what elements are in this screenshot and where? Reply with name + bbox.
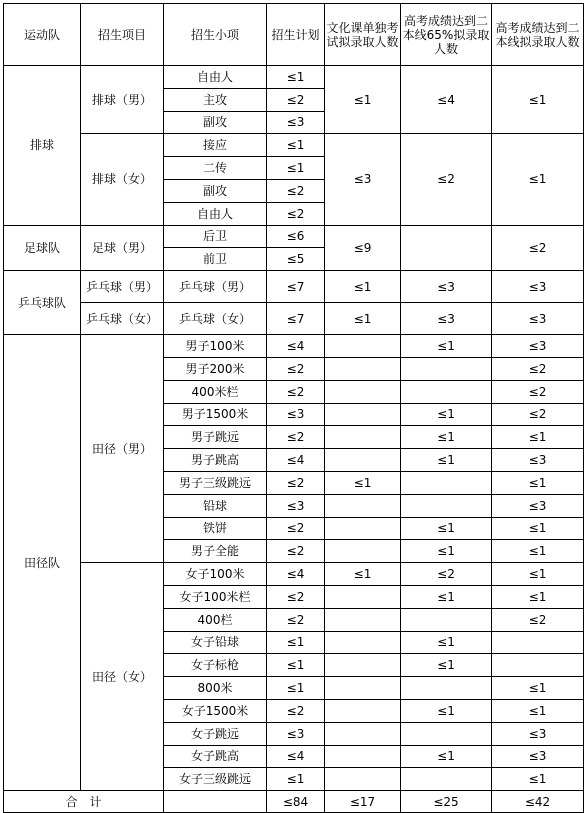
culture-cell: ≤1 [325,66,401,134]
culture-cell: ≤1 [325,563,401,586]
gaokao65-cell [401,471,492,494]
gaokao65-cell [401,380,492,403]
plan-cell: ≤4 [267,563,325,586]
gaokao-cell: ≤3 [492,271,584,303]
item-cell: 自由人 [164,66,267,89]
item-cell: 男子三级跳远 [164,471,267,494]
plan-cell: ≤2 [267,517,325,540]
gaokao-cell: ≤2 [492,357,584,380]
plan-cell: ≤4 [267,335,325,358]
plan-cell: ≤3 [267,494,325,517]
item-cell: 女子1500米 [164,699,267,722]
culture-cell [325,449,401,472]
gaokao65-cell: ≤4 [401,66,492,134]
team-cell: 足球队 [4,225,81,271]
plan-cell: ≤2 [267,357,325,380]
plan-cell: ≤7 [267,271,325,303]
header-project: 招生项目 [81,4,164,66]
team-cell: 田径队 [4,335,81,791]
item-cell: 接应 [164,134,267,157]
plan-cell: ≤2 [267,699,325,722]
total-empty-cell [164,791,267,813]
header-plan: 招生计划 [267,4,325,66]
gaokao65-cell: ≤1 [401,426,492,449]
gaokao-cell: ≤1 [492,426,584,449]
gaokao-cell: ≤3 [492,335,584,358]
gaokao-cell: ≤1 [492,563,584,586]
culture-cell [325,426,401,449]
item-cell: 二传 [164,157,267,180]
plan-cell: ≤2 [267,608,325,631]
gaokao-cell [492,631,584,654]
gaokao65-cell: ≤1 [401,517,492,540]
culture-cell: ≤9 [325,225,401,271]
plan-cell: ≤4 [267,745,325,768]
gaokao-cell: ≤1 [492,768,584,791]
gaokao65-cell: ≤3 [401,303,492,335]
gaokao-cell: ≤2 [492,403,584,426]
total-row [4,791,584,813]
header-row [4,4,584,66]
gaokao65-cell: ≤1 [401,540,492,563]
gaokao-cell: ≤1 [492,471,584,494]
gaokao-cell: ≤2 [492,380,584,403]
item-cell: 乒乓球（男） [164,271,267,303]
gaokao65-cell: ≤1 [401,699,492,722]
plan-cell: ≤3 [267,722,325,745]
item-cell: 女子标枪 [164,654,267,677]
table-row [4,66,584,89]
plan-cell: ≤2 [267,380,325,403]
item-cell: 主攻 [164,88,267,111]
gaokao65-cell: ≤1 [401,449,492,472]
item-cell: 400米栏 [164,380,267,403]
plan-cell: ≤1 [267,66,325,89]
admission-plan-table [3,3,584,813]
item-cell: 铅球 [164,494,267,517]
culture-cell [325,540,401,563]
total-culture: ≤17 [325,791,401,813]
total-gaokao: ≤42 [492,791,584,813]
gaokao65-cell: ≤1 [401,403,492,426]
gaokao-cell [492,654,584,677]
plan-cell: ≤6 [267,225,325,248]
item-cell: 乒乓球（女） [164,303,267,335]
item-cell: 女子跳远 [164,722,267,745]
plan-cell: ≤7 [267,303,325,335]
plan-cell: ≤2 [267,179,325,202]
culture-cell [325,654,401,677]
item-cell: 女子100米 [164,563,267,586]
culture-cell: ≤1 [325,271,401,303]
item-cell: 前卫 [164,248,267,271]
gaokao65-cell: ≤1 [401,585,492,608]
plan-cell: ≤3 [267,403,325,426]
plan-cell: ≤3 [267,111,325,134]
gaokao65-cell [401,768,492,791]
item-cell: 铁饼 [164,517,267,540]
culture-cell [325,494,401,517]
item-cell: 女子100米栏 [164,585,267,608]
project-cell: 田径（女） [81,563,164,791]
plan-cell: ≤2 [267,585,325,608]
plan-cell: ≤1 [267,654,325,677]
plan-cell: ≤2 [267,426,325,449]
gaokao-cell: ≤2 [492,225,584,271]
plan-cell: ≤1 [267,768,325,791]
culture-cell [325,699,401,722]
culture-cell: ≤1 [325,303,401,335]
header-gaokao-65: 高考成绩达到二本线65%拟录取人数 [401,4,492,66]
plan-cell: ≤2 [267,471,325,494]
table-row [4,225,584,248]
item-cell: 男子跳高 [164,449,267,472]
gaokao-cell: ≤3 [492,745,584,768]
gaokao65-cell: ≤2 [401,563,492,586]
team-cell: 乒乓球队 [4,271,81,335]
plan-cell: ≤2 [267,540,325,563]
gaokao65-cell [401,722,492,745]
plan-cell: ≤1 [267,157,325,180]
gaokao65-cell [401,677,492,700]
gaokao-cell: ≤3 [492,449,584,472]
item-cell: 男子100米 [164,335,267,358]
item-cell: 自由人 [164,202,267,225]
plan-cell: ≤4 [267,449,325,472]
item-cell: 副攻 [164,179,267,202]
gaokao65-cell: ≤1 [401,654,492,677]
culture-cell [325,357,401,380]
plan-cell: ≤2 [267,202,325,225]
item-cell: 800米 [164,677,267,700]
item-cell: 副攻 [164,111,267,134]
item-cell: 女子三级跳远 [164,768,267,791]
plan-cell: ≤2 [267,88,325,111]
culture-cell [325,768,401,791]
header-item: 招生小项 [164,4,267,66]
total-gaokao65: ≤25 [401,791,492,813]
gaokao-cell: ≤1 [492,134,584,225]
gaokao-cell: ≤2 [492,608,584,631]
gaokao65-cell: ≤1 [401,631,492,654]
gaokao-cell: ≤1 [492,677,584,700]
item-cell: 400栏 [164,608,267,631]
gaokao65-cell [401,225,492,271]
culture-cell [325,585,401,608]
gaokao-cell: ≤1 [492,517,584,540]
project-cell: 乒乓球（女） [81,303,164,335]
team-cell: 排球 [4,66,81,226]
culture-cell [325,608,401,631]
item-cell: 女子跳高 [164,745,267,768]
project-cell: 乒乓球（男） [81,271,164,303]
header-team: 运动队 [4,4,81,66]
table-row [4,134,584,157]
project-cell: 足球（男） [81,225,164,271]
project-cell: 排球（男） [81,66,164,134]
gaokao-cell: ≤1 [492,540,584,563]
gaokao-cell: ≤1 [492,585,584,608]
item-cell: 男子1500米 [164,403,267,426]
culture-cell [325,745,401,768]
culture-cell [325,722,401,745]
project-cell: 排球（女） [81,134,164,225]
gaokao-cell: ≤1 [492,66,584,134]
item-cell: 女子铅球 [164,631,267,654]
culture-cell: ≤1 [325,471,401,494]
gaokao65-cell [401,608,492,631]
table-row [4,335,584,358]
culture-cell [325,335,401,358]
gaokao65-cell: ≤1 [401,745,492,768]
plan-cell: ≤1 [267,631,325,654]
table-row [4,271,584,303]
table-row [4,563,584,586]
culture-cell [325,380,401,403]
item-cell: 后卫 [164,225,267,248]
project-cell: 田径（男） [81,335,164,563]
gaokao65-cell: ≤3 [401,271,492,303]
gaokao65-cell [401,357,492,380]
gaokao-cell: ≤3 [492,722,584,745]
culture-cell [325,517,401,540]
total-plan: ≤84 [267,791,325,813]
gaokao65-cell: ≤1 [401,335,492,358]
table-row [4,303,584,335]
plan-cell: ≤1 [267,677,325,700]
plan-cell: ≤1 [267,134,325,157]
item-cell: 男子200米 [164,357,267,380]
gaokao-cell: ≤1 [492,699,584,722]
header-culture-exam: 文化课单独考试拟录取人数 [325,4,401,66]
gaokao-cell: ≤3 [492,494,584,517]
culture-cell: ≤3 [325,134,401,225]
gaokao-cell: ≤3 [492,303,584,335]
culture-cell [325,677,401,700]
culture-cell [325,403,401,426]
gaokao65-cell [401,494,492,517]
total-label: 合 计 [4,791,164,813]
item-cell: 男子跳远 [164,426,267,449]
plan-cell: ≤5 [267,248,325,271]
culture-cell [325,631,401,654]
header-gaokao-line: 高考成绩达到二本线拟录取人数 [492,4,584,66]
item-cell: 男子全能 [164,540,267,563]
gaokao65-cell: ≤2 [401,134,492,225]
